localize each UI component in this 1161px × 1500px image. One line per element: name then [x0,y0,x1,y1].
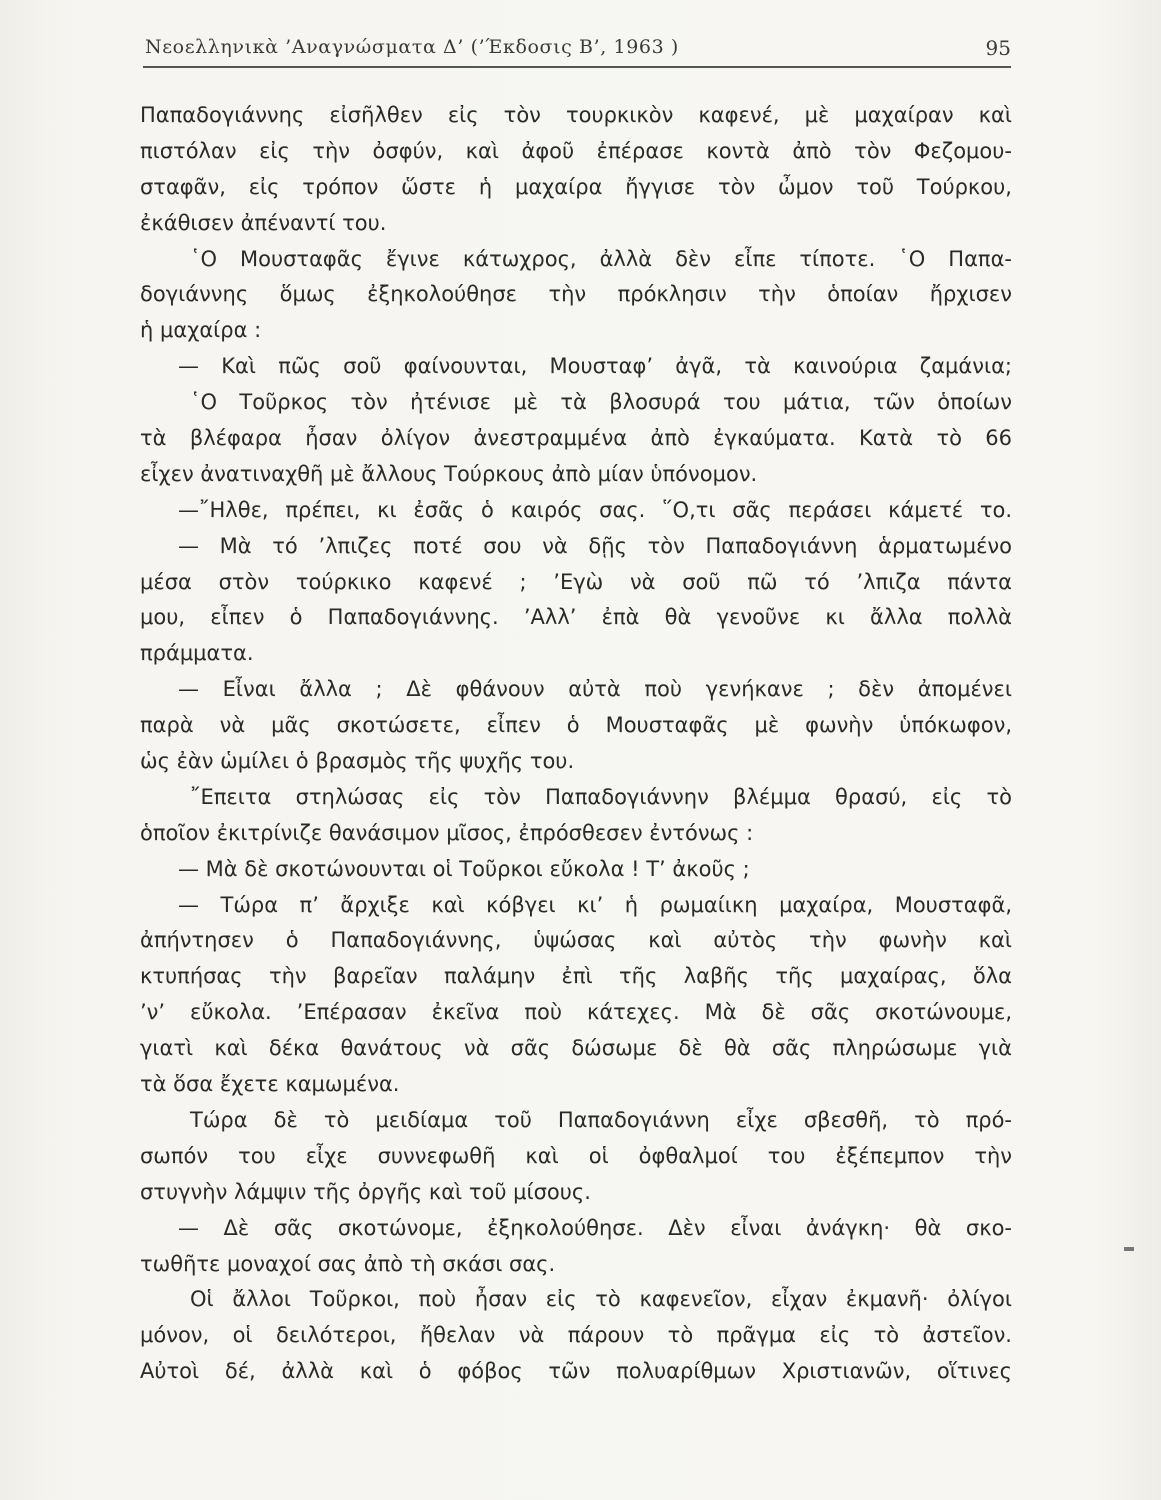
text-line: — Μὰ δὲ σκοτώνουνται οἱ Τοῦρκοι εὔκολα ! Τ’ ἀκοῦς ; [178,856,750,881]
running-title: Νεοελληνικὰ ’Αναγνώσματα Δ’ (’Έκδοσις Β’, 1963 ) [145,36,679,58]
text-line: Οἱ ἄλλοι Τοῦρκοι, ποὺ ἦσαν εἰς τὸ καφενεῖον, εἶχαν ἐκμανῆ· ὀλίγοι [190,1287,1012,1312]
page-number: 95 [985,36,1011,60]
text-line: Παπαδογιάννης εἰσῆλθεν εἰς τὸν τουρκικὸν καφενέ, μὲ μαχαίραν καὶ [140,103,1012,127]
body-text [140,98,1012,1390]
text-line: ἀπήντησεν ὁ Παπαδογιάννης, ὑψώσας καὶ αὐτὸς τὴν φωνὴν καὶ [140,928,1012,953]
text-line: — Τώρα π’ ἄρχιξε καὶ κόβγει κι’ ἡ ρωμαίικη μαχαίρα, Μουσταφᾶ, [178,892,1012,917]
text-line: ῎Επειτα στηλώσας εἰς τὸν Παπαδογιάννην βλέμμα θρασύ, εἰς τὸ [190,784,1012,809]
text-line: τωθῆτε μοναχοί σας ἀπὸ τὴ σκάσι σας. [140,1251,556,1276]
text-line: — Εἶναι ἄλλα ; Δὲ φθάνουν αὐτὰ ποὺ γενήκανε ; δὲν ἀπομένει [178,677,1012,702]
text-line: μου, εἶπεν ὁ Παπαδογιάννης. ’Αλλ’ ἐπὰ θὰ γενοῦνε κι ἄλλα πολλὰ [140,605,1012,630]
text-line: Αὐτοὶ δέ, ἀλλὰ καὶ ὁ φόβος τῶν πολυαρίθμων Χριστιανῶν, οἵτινες [140,1359,1012,1384]
text-line: μέσα στὸν τούρκικο καφενέ ; ’Εγὼ νὰ σοῦ πῶ τό ’λπιζα πάντα [140,569,1012,594]
text-line: — Δὲ σᾶς σκοτώνομε, ἐξηκολούθησε. Δὲν εἶναι ἀνάγκη· θὰ σκο- [178,1215,1012,1240]
text-line: ὁποῖον ἐκιτρίνιζε θανάσιμον μῖσος, ἐπρόσθεσεν ἐντόνως : [140,820,754,845]
text-line: δογιάννης ὅμως ἐξηκολούθησε τὴν πρόκλησιν τὴν ὁποίαν ἤρχισεν [140,282,1012,307]
text-line: ὡς ἐὰν ὡμίλει ὁ βρασμὸς τῆς ψυχῆς του. [140,749,575,774]
text-line: γιατὶ καὶ δέκα θανάτους νὰ σᾶς δώσωμε δὲ θὰ σᾶς πληρώσωμε γιὰ [140,1036,1012,1061]
text-line: — Μὰ τό ’λπιζες ποτέ σου νὰ δῇς τὸν Παπαδογιάννη ἁρματωμένο [178,533,1012,558]
page-header [143,30,1011,68]
text-line: τὰ ὅσα ἔχετε καμωμένα. [140,1072,400,1097]
text-line: Τώρα δὲ τὸ μειδίαμα τοῦ Παπαδογιάννη εἶχε σβεσθῆ, τὸ πρό- [190,1107,1012,1132]
text-line: — Καὶ πῶς σοῦ φαίνουνται, Μουσταφ’ ἀγᾶ, τὰ καινούρια ζαμάνια; [178,354,1012,379]
text-line: πιστόλαν εἰς τὴν ὀσφύν, καὶ ἀφοῦ ἐπέρασε κοντὰ ἀπὸ τὸν Φεζομου- [140,138,1012,163]
text-line: σταφᾶν, εἰς τρόπον ὥστε ἡ μαχαίρα ἤγγισε τὸν ὦμον τοῦ Τούρκου, [140,174,1012,199]
text-line: ’ν’ εὔκολα. ’Επέρασαν ἐκεῖνα ποὺ κάτεχες. Μὰ δὲ σᾶς σκοτώνουμε, [140,1000,1012,1025]
text-line: ἐκάθισεν ἀπέναντί του. [140,210,387,235]
text-line: εἶχεν ἀνατιναχθῆ μὲ ἄλλους Τούρκους ἀπὸ μίαν ὑπόνομον. [140,461,758,486]
text-line: ἡ μαχαίρα : [140,318,262,343]
text-line: ῾Ο Μουσταφᾶς ἔγινε κάτωχρος, ἀλλὰ δὲν εἶπε τίποτε. ῾Ο Παπα- [190,246,1012,271]
margin-mark [1124,1247,1134,1251]
text-line: τὰ βλέφαρα ἦσαν ὀλίγον ἀνεστραμμένα ἀπὸ ἐγκαύματα. Κατὰ τὸ 66 [140,426,1012,451]
text-line: μόνον, οἱ δειλότεροι, ἤθελαν νὰ πάρουν τὸ πρᾶγμα εἰς τὸ ἀστεῖον. [140,1323,1012,1348]
text-line: ῾Ο Τοῦρκος τὸν ἠτένισε μὲ τὰ βλοσυρά του μάτια, τῶν ὁποίων [190,390,1012,415]
text-line: παρὰ νὰ μᾶς σκοτώσετε, εἶπεν ὁ Μουσταφᾶς μὲ φωνὴν ὑπόκωφον, [140,713,1012,738]
text-line: πράμματα. [140,641,254,666]
text-line: —῎Ηλθε, πρέπει, κι ἐσᾶς ὁ καιρός σας. ῞Ο,τι σᾶς περάσει κάμετέ το. [178,497,1012,522]
text-line: στυγνὴν λάμψιν τῆς ὀργῆς καὶ τοῦ μίσους. [140,1179,591,1204]
text-line: κτυπήσας τὴν βαρεῖαν παλάμην ἐπὶ τῆς λαβῆς τῆς μαχαίρας, ὅλα [140,964,1012,989]
text-line: σωπόν του εἶχε συννεφωθῆ καὶ οἱ ὀφθαλμοί του ἐξέπεμπον τὴν [140,1143,1012,1168]
